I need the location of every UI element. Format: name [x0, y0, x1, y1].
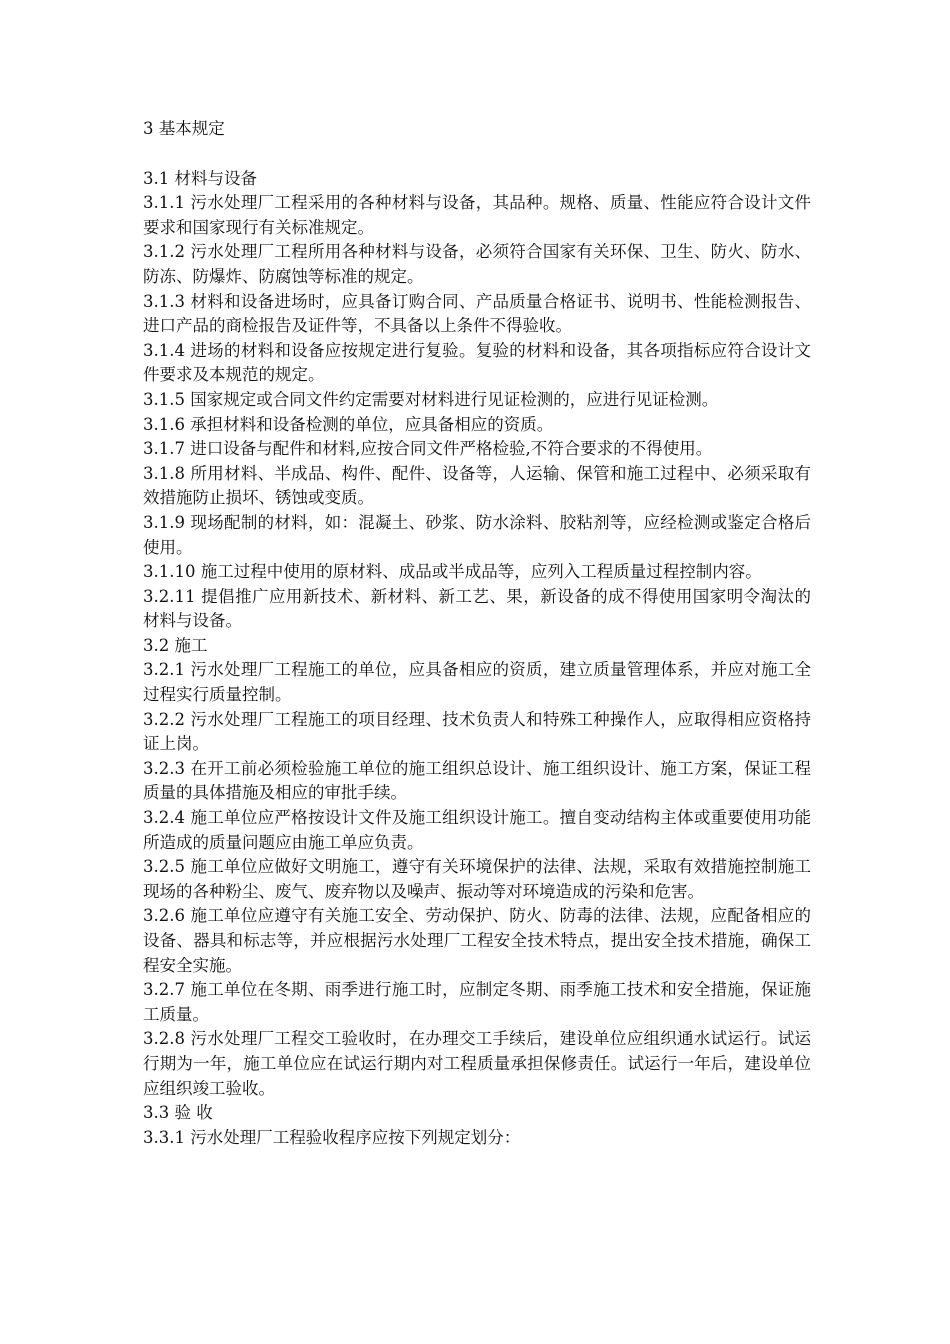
clause-3-2-6: 3.2.6 施工单位应遵守有关施工安全、劳动保护、防火、防毒的法律、法规，应配备相应的设备、器具和标志等，并应根据污水处理厂工程安全技术特点，提出安全技术措施，确保工程安全实施。 — [143, 906, 811, 975]
clause-3-2-1: 3.2.1 污水处理厂工程施工的单位，应具备相应的资质，建立质量管理体系，并应对施工全过程实行质量控制。 — [143, 660, 811, 705]
clause-3-2-5: 3.2.5 施工单位应做好文明施工，遵守有关环境保护的法律、法规，采取有效措施控制施工现场的各种粉尘、废气、废弃物以及噪声、振动等对环境造成的污染和危害。 — [143, 857, 811, 901]
clause-3-1-5: 3.1.5 国家规定或合同文件约定需要对材料进行见证检测的，应进行见证检测。 — [143, 389, 719, 409]
clause-3-2-7: 3.2.7 施工单位在冬期、雨季进行施工时，应制定冬期、雨季施工技术和安全措施，保证施工质量。 — [143, 980, 811, 1024]
clause-3-2-3: 3.2.3 在开工前必须检验施工单位的施工组织总设计、施工组织设计、施工方案，保证工程质量的具体措施及相应的审批手续。 — [143, 758, 811, 803]
section-title: 3.2 施工 — [143, 635, 208, 655]
clause-3-1-2: 3.1.2 污水处理厂工程所用各种材料与设备，必须符合国家有关环保、卫生、防火、防水、防冻、防爆炸、防腐蚀等标准的规定。 — [143, 242, 811, 286]
clause-3-1-1: 3.1.1 污水处理厂工程采用的各种材料与设备，其品种。规格、质量、性能应符合设计文件要求和国家现行有关标准规定。 — [143, 193, 811, 237]
blank-line — [143, 142, 811, 167]
clause-3-1-9: 3.1.9 现场配制的材料，如：混凝土、砂浆、防水涂料、胶粘剂等，应经检测或鉴定合格后使用。 — [143, 512, 811, 557]
document-page — [143, 117, 811, 1150]
clause-3-1-6: 3.1.6 承担材料和设备检测的单位，应具备相应的资质。 — [143, 414, 554, 434]
clause-3-1-3: 3.1.3 材料和设备进场时，应具备订购合同、产品质量合格证书、说明书、性能检测报告、进口产品的商检报告及证件等，不具备以上条件不得验收。 — [143, 291, 811, 336]
chapter-title: 3 基本规定 — [143, 119, 225, 138]
section-materials — [143, 167, 811, 634]
clause-3-1-8: 3.1.8 所用材料、半成品、构件、配件、设备等，人运输、保管和施工过程中、必须采取有效措施防止损坏、锈蚀或变质。 — [143, 463, 811, 508]
clause-3-2-11: 3.2.11 提倡推广应用新技术、新材料、新工艺、果，新设备的成不得使用国家明令淘汰的材料与设备。 — [143, 586, 811, 631]
clause-3-1-4: 3.1.4 进场的材料和设备应按规定进行复验。复验的材料和设备，其各项指标应符合设计文件要求及本规范的规定。 — [143, 340, 811, 385]
clause-3-1-7: 3.1.7 进口设备与配件和材料,应按合同文件严格检验,不符合要求的不得使用。 — [143, 439, 713, 459]
section-title: 3.3 验 收 — [143, 1103, 213, 1123]
section-construction — [143, 634, 811, 1101]
clause-3-3-1: 3.3.1 污水处理厂工程验收程序应按下列规定划分： — [143, 1127, 521, 1147]
clause-3-2-4: 3.2.4 施工单位应严格按设计文件及施工组织设计施工。擅自变动结构主体或重要使用功能所造成的质量问题应由施工单应负责。 — [143, 808, 811, 852]
clause-3-1-10: 3.1.10 施工过程中使用的原材料、成品或半成品等，应列入工程质量过程控制内容。 — [143, 562, 762, 582]
section-acceptance — [143, 1101, 811, 1150]
clause-3-2-2: 3.2.2 污水处理厂工程施工的项目经理、技术负责人和特殊工种操作人，应取得相应资格持证上岗。 — [143, 709, 811, 754]
clause-3-2-8: 3.2.8 污水处理厂工程交工验收时，在办理交工手续后，建设单位应组织通水试运行。试运行期为一年，施工单位应在试运行期内对工程质量承担保修责任。试运行一年后，建设单位应组织竣工验收。 — [143, 1029, 811, 1098]
section-title: 3.1 材料与设备 — [143, 168, 257, 188]
